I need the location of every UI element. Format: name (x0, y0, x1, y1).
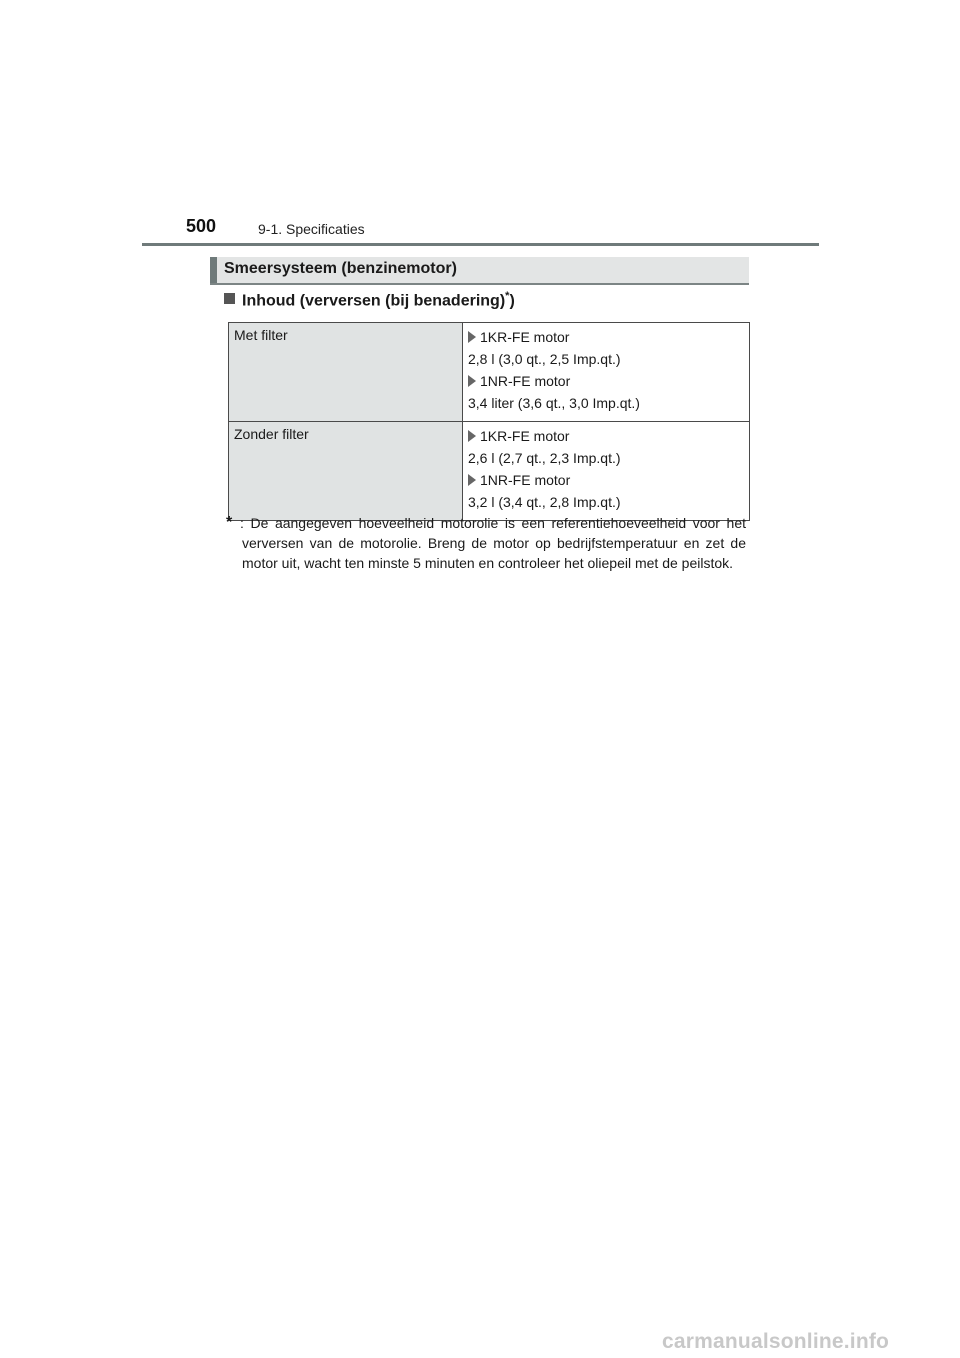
section-title-bar (210, 257, 749, 285)
engine-name: 1NR-FE motor (480, 472, 571, 488)
subheading (224, 290, 515, 310)
footnote-star: * (505, 290, 510, 302)
engine-line (468, 371, 744, 391)
square-bullet-icon (224, 293, 235, 304)
watermark: carmanualsonline.info (662, 1330, 890, 1353)
page-number: 500 (186, 216, 217, 236)
section-accent (210, 257, 217, 283)
engine-name: 1NR-FE motor (480, 373, 571, 389)
amount-text: 2,6 l (2,7 qt., 2,3 Imp.qt.) (468, 450, 621, 466)
amount-text: 2,8 l (3,0 qt., 2,5 Imp.qt.) (468, 351, 621, 367)
row-label: Met filter (229, 323, 463, 422)
subheading-close: ) (509, 292, 515, 310)
amount-text: 3,2 l (3,4 qt., 2,8 Imp.qt.) (468, 494, 621, 510)
engine-line (468, 426, 744, 446)
table-row (229, 422, 750, 521)
row-values (463, 323, 750, 422)
engine-name: 1KR-FE motor (480, 329, 570, 345)
section-title: Smeersysteem (benzinemotor) (224, 260, 457, 277)
footnote (226, 513, 746, 573)
amount-text: 3,4 liter (3,6 qt., 3,0 Imp.qt.) (468, 395, 640, 411)
row-values (463, 422, 750, 521)
triangle-bullet-icon (468, 474, 476, 486)
row-label: Zonder filter (229, 422, 463, 521)
footnote-text: : De aangegeven hoeveelheid motorolie is een referentiehoeveelheid voor het verversen van de motorolie. Breng de motor op bedrijfstemperatuur en zet de motor uit, wacht ten minste 5 minuten en controleer het oliepeil met de peilstok. (240, 515, 746, 571)
triangle-bullet-icon (468, 375, 476, 387)
engine-line (468, 470, 744, 490)
table-row (229, 323, 750, 422)
engine-name: 1KR-FE motor (480, 428, 570, 444)
triangle-bullet-icon (468, 430, 476, 442)
oil-capacity-table (228, 322, 750, 521)
section-reference: 9-1. Specificaties (258, 221, 365, 237)
triangle-bullet-icon (468, 331, 476, 343)
engine-line (468, 327, 744, 347)
footnote-marker: * (226, 514, 233, 531)
header-rule (142, 243, 819, 246)
subheading-text: Inhoud (verversen (bij benadering) (242, 292, 506, 310)
